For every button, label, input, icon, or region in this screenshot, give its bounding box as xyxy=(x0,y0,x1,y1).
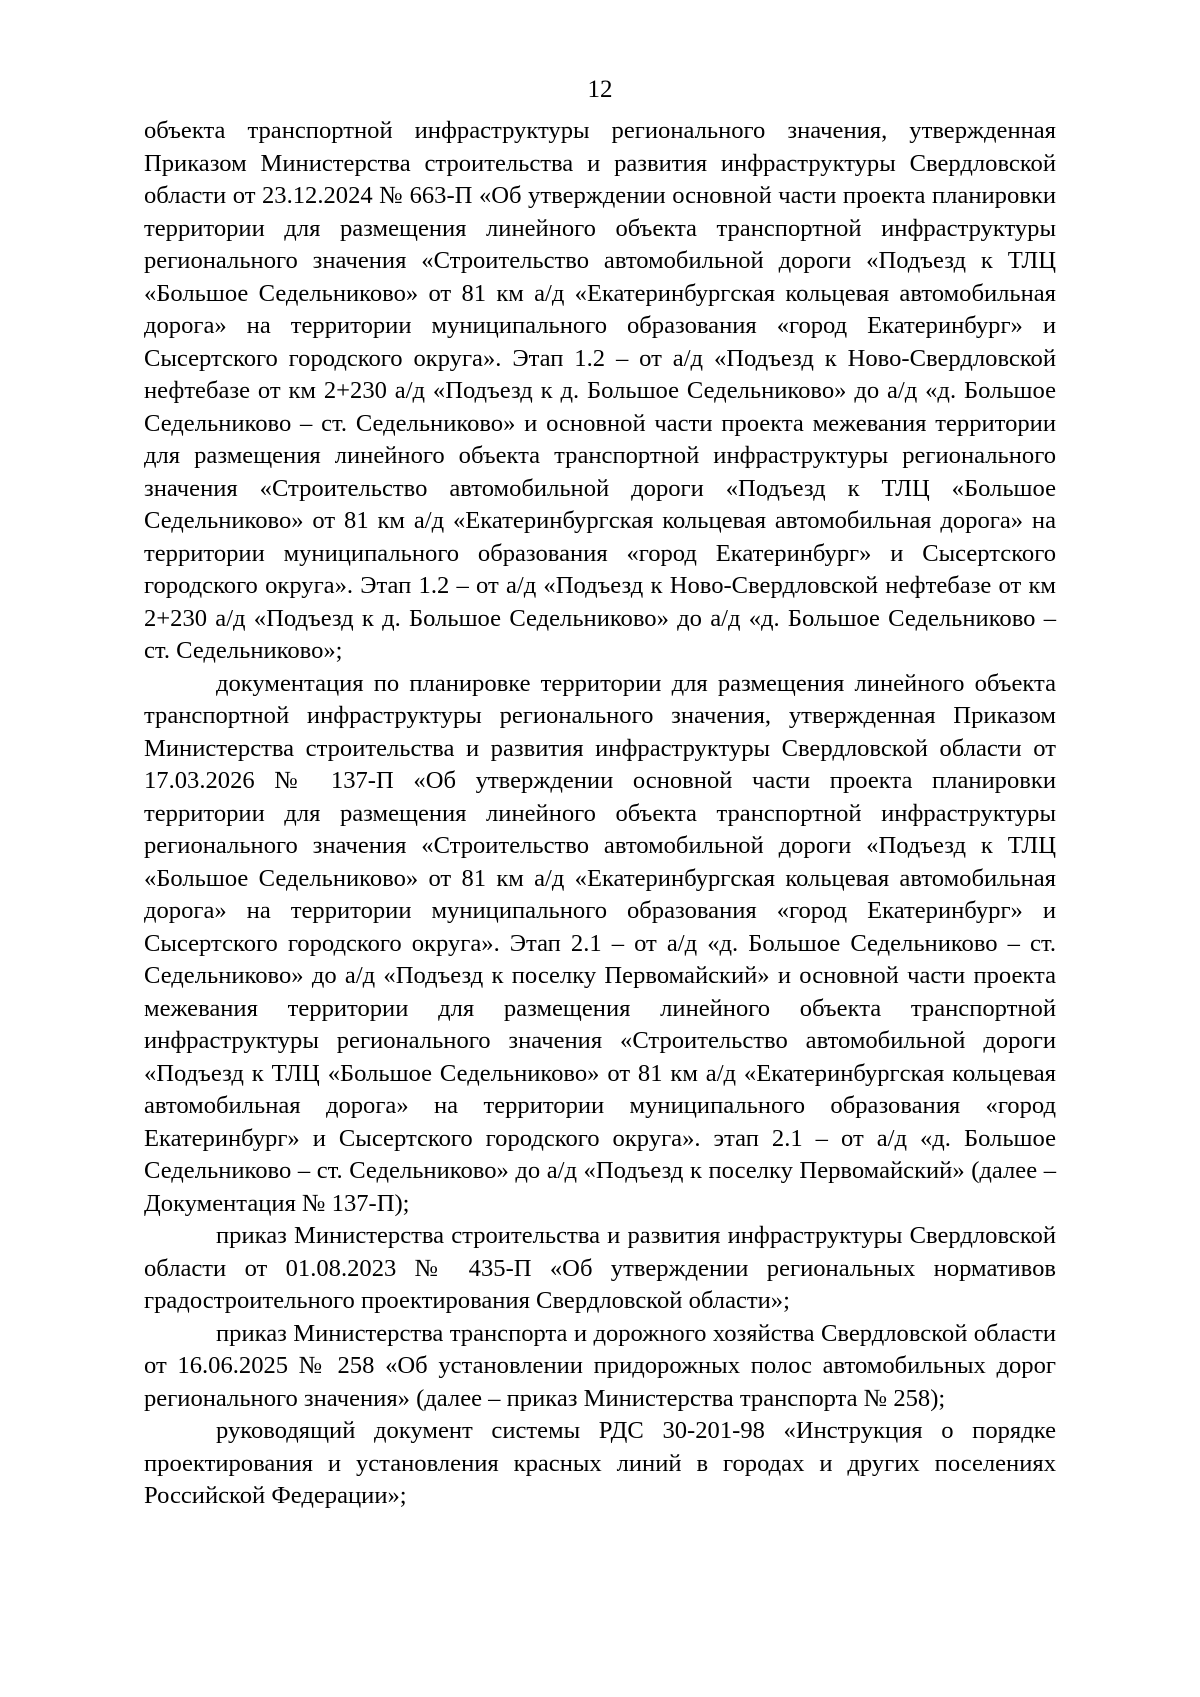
paragraph-order-258: приказ Министерства транспорта и дорожного хозяйства Свердловской области от 16.06.2025 № 258 «Об установлении придорожных полос автомобильных дорог регионального значения» (далее – приказ Министерства транспорта № 258); xyxy=(144,1319,1056,1412)
paragraph-documentation-137p: документация по планировке территории для размещения линейного объекта транспортной инфраструктуры регионального значения, утвержденная Приказом Министерства строительства и развития инфраструктуры Свердловской области от 17.03.2026 № 137-П «Об утверждении основной части проекта планировки территории для размещения линейного объекта транспортной инфраструктуры регионального значения «Строительство автомобильной дороги «Подъезд к ТЛЦ «Большое Седельниково» от 81 км а/д «Екатеринбургская кольцевая автомобильная дорога» на территории муниципального образования «город Екатеринбург» и Сысертского городского округа». Этап 2.1 – от а/д «д. Большое Седельниково – ст. Седельниково» до а/д «Подъезд к поселку Первомайский» и основной части проекта межевания территории для размещения линейного объекта транспортной инфраструктуры регионального значения «Строительство автомобильной дороги «Подъезд к ТЛЦ «Большое Седельниково» от 81 км а/д «Екатеринбургская кольцевая автомобильная дорога» на территории муниципального образования «город Екатеринбург» и Сысертского городского округа». этап 2.1 – от а/д «д. Большое Седельниково – ст. Седельниково» до а/д «Подъезд к поселку Первомайский» (далее – Документация № 137-П); xyxy=(144,669,1056,1217)
page-number: 12 xyxy=(587,76,613,103)
paragraph-order-435p: приказ Министерства строительства и развития инфраструктуры Свердловской области от 01.08.2023 № 435-П «Об утверждении региональных нормативов градостроительного проектирования Свердловской области»; xyxy=(144,1222,1056,1314)
document-body xyxy=(144,115,1056,1513)
paragraph-rds-30-201-98: руководящий документ системы РДС 30-201-98 «Инструкция о порядке проектирования и установления красных линий в городах и других поселениях Российской Федерации»; xyxy=(144,1417,1056,1509)
paragraph-continuation: объекта транспортной инфраструктуры регионального значения, утвержденная Приказом Министерства строительства и развития инфраструктуры Свердловской области от 23.12.2024 № 663-П «Об утверждении основной части проекта планировки территории для размещения линейного объекта транспортной инфраструктуры регионального значения «Строительство автомобильной дороги «Подъезд к ТЛЦ «Большое Седельниково» от 81 км а/д «Екатеринбургская кольцевая автомобильная дорога» на территории муниципального образования «город Екатеринбург» и Сысертского городского округа». Этап 1.2 – от а/д «Подъезд к Ново-Свердловской нефтебазе от км 2+230 а/д «Подъезд к д. Большое Седельниково» до а/д «д. Большое Седельниково – ст. Седельниково» и основной части проекта межевания территории для размещения линейного объекта транспортной инфраструктуры регионального значения «Строительство автомобильной дороги «Подъезд к ТЛЦ «Большое Седельниково» от 81 км а/д «Екатеринбургская кольцевая автомобильная дорога» на территории муниципального образования «город Екатеринбург» и Сысертского городского округа». Этап 1.2 – от а/д «Подъезд к Ново-Свердловской нефтебазе от км 2+230 а/д «Подъезд к д. Большое Седельниково» до а/д «д. Большое Седельниково – ст. Седельниково»; xyxy=(144,117,1056,664)
